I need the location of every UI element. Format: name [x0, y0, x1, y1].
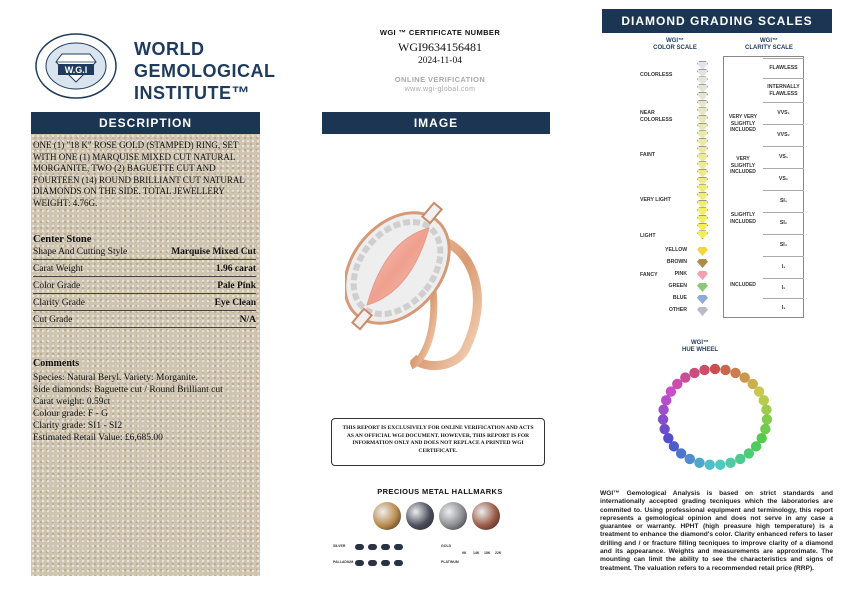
- color-grade-gem: [697, 69, 708, 78]
- row-cut: [33, 312, 256, 328]
- fancy-color-gem: [697, 271, 708, 280]
- hue-dot: [759, 395, 769, 405]
- comments-title: Comments: [33, 358, 80, 369]
- gold-hallmark-coin: [373, 502, 401, 530]
- hue-dot: [659, 424, 669, 434]
- fancy-yellow-label: YELLOW: [665, 247, 688, 253]
- hue-dot: [694, 458, 704, 468]
- color-group-fancy: FANCY: [640, 272, 658, 278]
- hallmark-stamp: [381, 560, 390, 566]
- fancy-color-gem: [697, 307, 708, 316]
- color-grade-gem: [697, 223, 708, 232]
- gold-mark-label: 14K: [473, 551, 480, 555]
- clarity-grade-cell: VS₂: [763, 168, 804, 190]
- clarity-grade-cell: SI₁: [763, 190, 804, 212]
- color-grade-gem: [697, 146, 708, 155]
- clarity-grade-cell: FLAWLESS: [763, 58, 804, 78]
- row-value: Marquise Mixed Cut: [171, 247, 256, 257]
- hallmark-stamp: [368, 544, 377, 550]
- hallmark-stamp: [355, 560, 364, 566]
- color-grade-gem: [697, 130, 708, 139]
- hallmark-label-palladium: PALLADIUM: [333, 560, 354, 564]
- row-label: Clarity Grade: [33, 298, 85, 308]
- hallmark-label-gold: GOLD: [441, 544, 452, 548]
- hue-wheel: [640, 355, 790, 475]
- hallmark-stamp: [355, 544, 364, 550]
- comment-line: Carat weight: 0.59ct: [33, 397, 111, 407]
- palladium-hallmark-coin: [406, 502, 434, 530]
- fancy-brown-label: BROWN: [666, 259, 687, 265]
- hue-dot: [663, 433, 673, 443]
- color-grade-gem: [697, 169, 708, 178]
- gold-mark-label: 9K: [462, 551, 467, 555]
- platinum-hallmark-coin: [472, 502, 500, 530]
- hue-dot: [715, 460, 725, 470]
- row-label: Carat Weight: [33, 264, 83, 274]
- row-value: 1.96 carat: [215, 264, 256, 274]
- hallmark-label-silver: SILVER: [333, 544, 346, 548]
- clarity-scale-title: WGI™ CLARITY SCALE: [745, 38, 793, 51]
- clarity-group-vs: VERY SLIGHTLY INCLUDED: [730, 156, 756, 175]
- hue-dot: [680, 372, 690, 382]
- hallmark-stamp: [381, 544, 390, 550]
- clarity-grade-cell: VS₁: [763, 146, 804, 168]
- hallmark-stamp: [368, 560, 377, 566]
- certificate-date: 2024-11-04: [418, 56, 462, 66]
- row-color: [33, 278, 256, 294]
- color-grade-gem: [697, 115, 708, 124]
- color-grade-gem: [697, 207, 708, 216]
- fancy-color-gem: [697, 295, 708, 304]
- clarity-grade-cell: VVS₂: [763, 124, 804, 146]
- hue-dot: [720, 365, 730, 375]
- clarity-group-si: SLIGHTLY INCLUDED: [730, 212, 756, 225]
- hue-dot: [658, 414, 668, 424]
- row-value: Eye Clean: [214, 298, 256, 308]
- hue-dot: [685, 454, 695, 464]
- color-grade-gem: [697, 200, 708, 209]
- image-header: IMAGE: [322, 112, 550, 134]
- hallmark-label-platinum: PLATINUM: [441, 560, 459, 564]
- online-verification-label: ONLINE VERIFICATION: [394, 75, 486, 84]
- row-value: Pale Pink: [217, 281, 256, 291]
- wgi-seal-icon: [28, 30, 124, 102]
- clarity-grade-cell: I₂: [763, 278, 804, 298]
- fancy-pink-label: PINK: [674, 271, 687, 277]
- color-group-very-light: VERY LIGHT: [640, 197, 671, 203]
- hue-dot: [735, 454, 745, 464]
- row-label: Shape And Cutting Style: [33, 247, 128, 257]
- color-grade-gem: [697, 230, 708, 239]
- verification-disclaimer: THIS REPORT IS EXCLUSIVELY FOR ONLINE VERIFICATION AND ACTS AS AN OFFICIAL WGI DOCUMENT. HOWEVER, THIS REPORT IS FOR INFORMATION ONLY AND DOES NOT REPLACE A PRINTED WGI CERTIFICATE.: [331, 418, 545, 466]
- comment-line: Clarity grade: SI1 - SI2: [33, 421, 123, 431]
- clarity-grade-cell: SI₂: [763, 212, 804, 234]
- svg-text:W.G.I: W.G.I: [64, 65, 88, 75]
- clarity-grade-cell: I₃: [763, 298, 804, 318]
- comment-line: Colour grade: F - G: [33, 409, 108, 419]
- hue-dot: [744, 448, 754, 458]
- gold-mark-label: 22K: [495, 551, 502, 555]
- online-verification-url[interactable]: www.wgi-global.com: [404, 86, 476, 93]
- hue-wheel-title: WGI™ HUE WHEEL: [682, 340, 718, 353]
- certificate-number: WGI9634156481: [398, 40, 482, 54]
- color-grade-gem: [697, 153, 708, 162]
- fancy-green-label: GREEN: [668, 283, 687, 289]
- color-grade-gem: [697, 107, 708, 116]
- certificate-label: WGI ™ CERTIFICATE NUMBER: [379, 28, 501, 37]
- description-text: ONE (1) "18 K" ROSE GOLD (STAMPED) RING, SET WITH ONE (1) MARQUISE MIXED CUT NATURAL MORGANITE, TWO (2) BAGUETTE CUT AND FOURTEEN (14) ROUND BRILLIANT CUT NATURAL DIAMONDS ON THE SIDE. TOTAL JEWELLERY WEIGHT: 4.76G.: [33, 140, 245, 208]
- hue-dot: [689, 368, 699, 378]
- hue-dot: [705, 460, 715, 470]
- clarity-grade-cell: VVS₁: [763, 102, 804, 124]
- hue-dot: [710, 364, 720, 374]
- clarity-grade-cell: I₁: [763, 256, 804, 278]
- row-value: N/A: [239, 315, 256, 325]
- fancy-other-label: OTHER: [668, 307, 687, 313]
- hue-dot: [762, 414, 772, 424]
- fancy-color-gem: [697, 247, 708, 256]
- color-grade-gem: [697, 100, 708, 109]
- gold-mark-label: 18K: [484, 551, 491, 555]
- row-label: Color Grade: [33, 281, 81, 291]
- row-shape: [33, 244, 256, 260]
- color-scale-title: WGI™ COLOR SCALE: [653, 38, 697, 51]
- center-stone-title: Center Stone: [33, 234, 92, 245]
- row-carat: [33, 261, 256, 277]
- color-group-colorless: COLORLESS: [640, 72, 673, 78]
- hallmark-stamp: [394, 544, 403, 550]
- clarity-grade-cell: SI₃: [763, 234, 804, 256]
- color-grade-gem: [697, 161, 708, 170]
- color-grade-gem: [697, 76, 708, 85]
- color-grade-gem: [697, 177, 708, 186]
- color-grade-gem: [697, 192, 708, 201]
- color-grade-gem: [697, 184, 708, 193]
- color-grade-gem: [697, 123, 708, 132]
- hue-dot: [725, 458, 735, 468]
- report-footer-text: WGI™ Gemological Analysis is based on strict standards and internationally accepted grading tecniques which the laboratories are commited to. Using professional equipment and terminology, this report represents a gemological opinion and does not serve in any case a guarantee or warranty. HPHT (high preasure high temperature) is a treatment to enhance the diamond's color. Clarity enhanced refers to laser drilling and / or fracture filling tecniques to improve clarity of a diamond and its appearance. Weights and measurements are approximate. The mounting can limit the ability to see the characteristics and signs of treatment. The valuation refers to a recommended retail price (RRP).: [600, 490, 833, 572]
- row-clarity: [33, 295, 256, 311]
- clarity-grade-cell: INTERNALLY FLAWLESS: [763, 78, 804, 102]
- grading-scales-header: DIAMOND GRADING SCALES: [602, 9, 832, 33]
- color-grade-gem: [697, 61, 708, 70]
- color-group-light: LIGHT: [640, 233, 656, 239]
- hue-dot: [699, 365, 709, 375]
- ring-image: [345, 180, 495, 375]
- color-grade-gem: [697, 215, 708, 224]
- color-grade-gem: [697, 92, 708, 101]
- institute-name: WORLD GEMOLOGICAL INSTITUTE™: [134, 39, 276, 103]
- clarity-group-included: INCLUDED: [730, 282, 756, 288]
- wgi-logo: [28, 30, 276, 103]
- comment-line: Estimated Retail Value: £6,685.00: [33, 433, 163, 443]
- hue-dot: [761, 405, 771, 415]
- hallmarks-title: PRECIOUS METAL HALLMARKS: [377, 487, 503, 496]
- fancy-color-gem: [697, 259, 708, 268]
- comment-line: Side diamonds: Baguette cut / Round Brilliant cut: [33, 385, 223, 395]
- comment-line: Species: Natural Beryl. Variety: Morganite.: [33, 373, 198, 383]
- fancy-color-gem: [697, 283, 708, 292]
- color-grade-gem: [697, 138, 708, 147]
- clarity-group-vvs: VERY VERY SLIGHTLY INCLUDED: [728, 114, 758, 133]
- row-label: Cut Grade: [33, 315, 73, 325]
- color-group-faint: FAINT: [640, 152, 655, 158]
- color-group-near-colorless: NEAR COLORLESS: [640, 110, 673, 123]
- description-header: DESCRIPTION: [31, 112, 260, 134]
- hallmark-stamp: [394, 560, 403, 566]
- color-grade-gem: [697, 84, 708, 93]
- silver-hallmark-coin: [439, 502, 467, 530]
- hue-dot: [730, 368, 740, 378]
- hue-dot: [760, 424, 770, 434]
- fancy-blue-label: BLUE: [672, 295, 687, 301]
- hue-dot: [658, 405, 668, 415]
